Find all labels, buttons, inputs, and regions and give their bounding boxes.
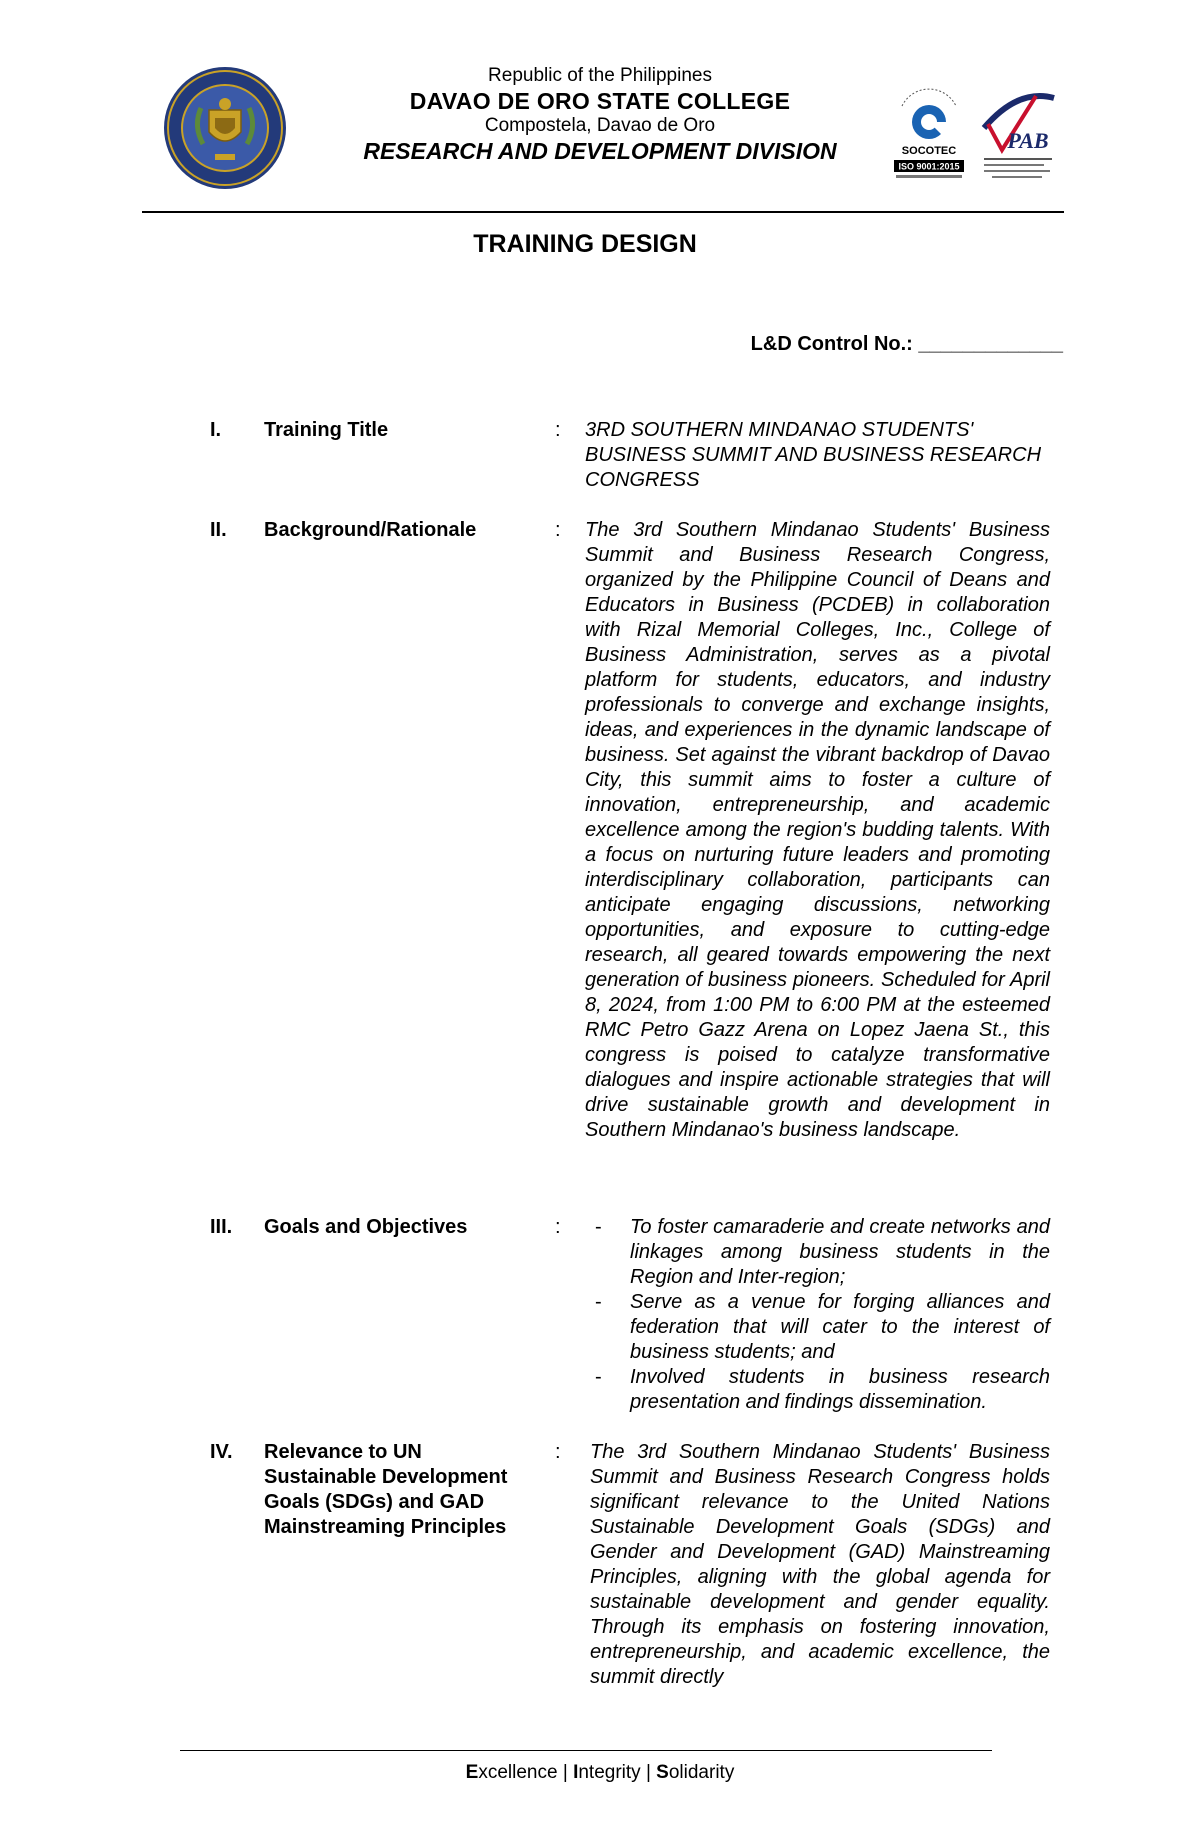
socotec-certification-logo	[888, 84, 970, 182]
motto-initial: E	[465, 1762, 479, 1783]
college-location: Compostela, Davao de Oro	[484, 115, 716, 136]
section-colon: :	[555, 1216, 561, 1238]
college-seal-icon	[163, 66, 287, 190]
footer-motto	[0, 1762, 1200, 1784]
motto-word: ntegrity	[578, 1762, 641, 1783]
section-colon: :	[555, 519, 561, 541]
background-text: The 3rd Southern Mindanao Students' Business Summit and Business Research Congress, organized by the Philippine Council of Deans and Educators in Business (PCDEB) in collaboration with Rizal Memorial Colleges, Inc., College of Business Administration, serves as a pivotal platform for students, educators, and industry professionals to converge and exchange insights, ideas, and experiences in the dynamic landscape of business. Set against the vibrant backdrop of Davao City, this summit aims to foster a culture of innovation, entrepreneurship, and academic excellence among the region's budding talents. With a focus on nurturing future leaders and promoting interdisciplinary collaboration, participants can anticipate engaging discussions, networking opportunities, and exposure to cutting-edge research, all geared towards empowering the next generation of business pioneers. Scheduled for April 8, 2024, from 1:00 PM to 6:00 PM at the esteemed RMC Petro Gazz Arena on Lopez Jaena St., this congress is poised to catalyze transformative dialogues and inspire actionable strategies that will drive sustainable growth and development in Southern Mindanao's business landscape.	[585, 519, 1050, 1141]
section-number: III.	[210, 1216, 233, 1238]
section-colon: :	[555, 1441, 561, 1463]
socotec-label: SOCOTEC	[901, 145, 957, 157]
section-colon: :	[555, 419, 561, 441]
header-divider	[142, 211, 1064, 213]
section-label: Relevance to UN Sustainable Development Goals (SDGs) and GAD Mainstreaming Principles	[264, 1441, 508, 1538]
motto-initial: I	[573, 1762, 579, 1783]
document-title: TRAINING DESIGN	[473, 230, 697, 258]
list-item: - Involved students in business research presentation and findings dissemination.	[585, 1365, 1050, 1415]
pab-accreditation-logo	[978, 84, 1058, 182]
section-number: II.	[210, 519, 227, 541]
section-number: IV.	[210, 1441, 233, 1463]
section-number: I.	[210, 419, 222, 441]
footer-divider	[180, 1750, 992, 1751]
pab-label: PAB	[1007, 128, 1049, 153]
college-name: DAVAO DE ORO STATE COLLEGE	[409, 88, 791, 114]
motto-separator: |	[562, 1762, 568, 1783]
list-item: - Serve as a venue for forging alliances and federation that will cater to the interest of business students; and	[585, 1290, 1050, 1365]
republic-line: Republic of the Philippines	[488, 65, 712, 86]
motto-word: xcellence	[478, 1762, 558, 1783]
section-label: Training Title	[264, 419, 389, 441]
list-item: - To foster camaraderie and create networks and linkages among business students in the Region and Inter-region;	[585, 1215, 1050, 1290]
motto-separator: |	[645, 1762, 651, 1783]
motto-initial: S	[656, 1762, 669, 1783]
iso-label: ISO 9001:2015	[898, 161, 960, 172]
sdg-relevance-text: The 3rd Southern Mindanao Students' Business Summit and Business Research Congress holds significant relevance to the United Nations Sustainable Development Goals (SDGs) and Gender and Development (GAD) Mainstreaming Principles, aligning with the global agenda for sustainable development and gender equality. Through its emphasis on fostering innovation, entrepreneurship, and academic excellence, the summit directly	[590, 1441, 1050, 1688]
training-title-value: 3RD SOUTHERN MINDANAO STUDENTS' BUSINESS SUMMIT AND BUSINESS RESEARCH CONGRESS	[585, 419, 1042, 491]
control-number: L&D Control No.: _____________	[750, 333, 1063, 355]
section-label: Goals and Objectives	[264, 1216, 468, 1238]
motto-word: olidarity	[668, 1762, 735, 1783]
goals-list	[585, 1215, 1050, 1415]
division-name: RESEARCH AND DEVELOPMENT DIVISION	[363, 138, 837, 164]
section-label: Background/Rationale	[264, 519, 477, 541]
